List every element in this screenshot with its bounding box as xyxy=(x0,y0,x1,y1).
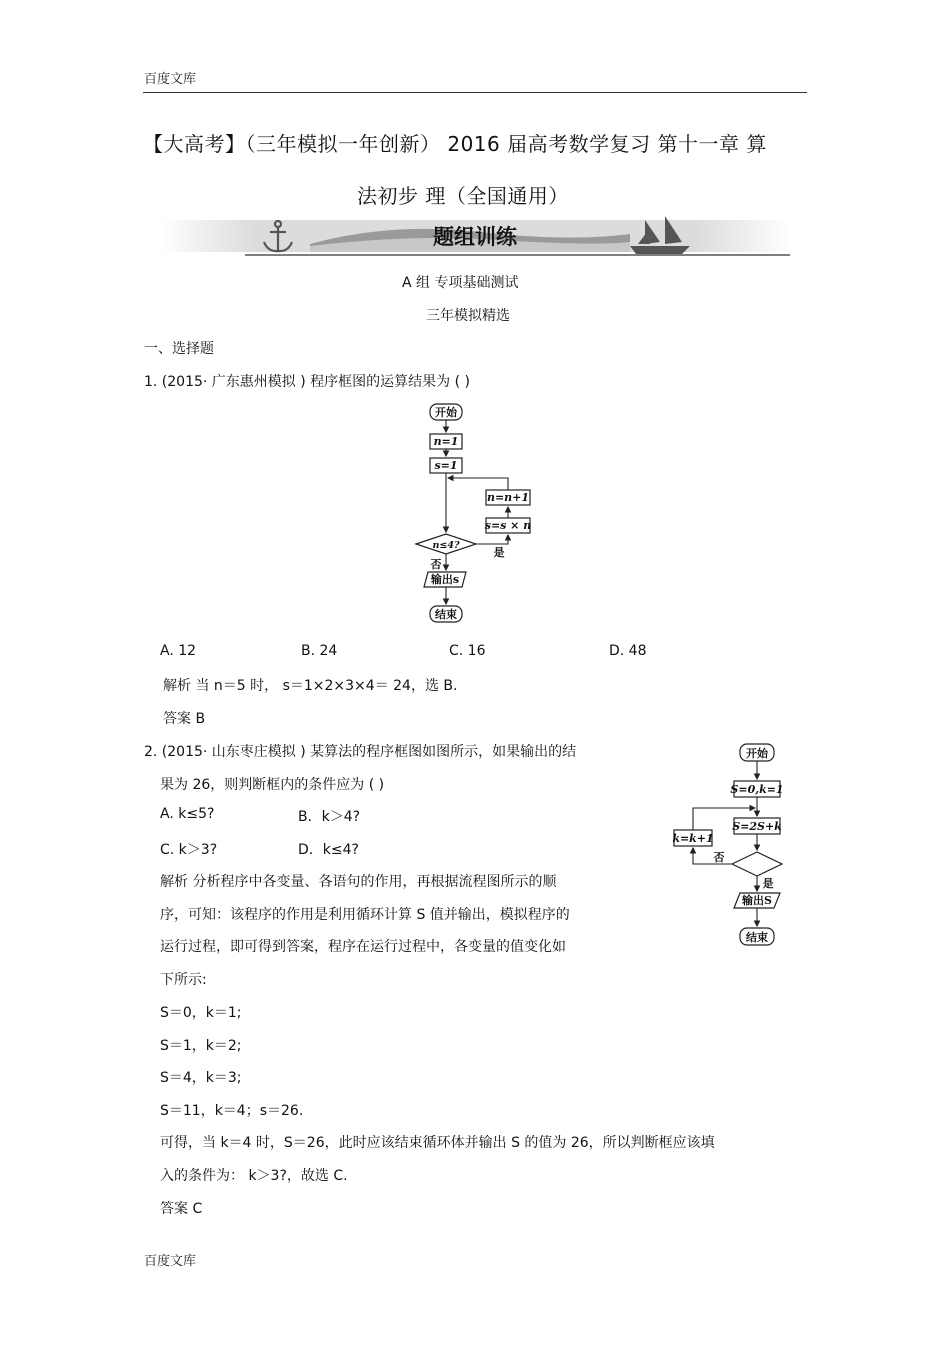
q1-s-init-label: s=1 xyxy=(434,459,458,472)
section-banner xyxy=(160,214,790,260)
q2-option-a: A. k≤5? xyxy=(160,806,215,822)
q2-option-d: D．k≤4? xyxy=(298,842,359,858)
q1-option-b: B. 24 xyxy=(301,643,338,659)
q2-conclusion-line2: 入的条件为： k＞3?，故选 C. xyxy=(160,1168,348,1184)
header-rule xyxy=(143,92,807,93)
page-title-line1: 【大高考】（三年模拟一年创新） 2016 届高考数学复习 第十一章 算 xyxy=(143,132,767,156)
q1-output-label: 输出s xyxy=(430,573,460,586)
q1-end-label: 结束 xyxy=(435,608,457,621)
q1-option-d: D. 48 xyxy=(609,643,647,659)
q2-update-label: S=2S+k xyxy=(732,820,782,833)
q2-conclusion-line1: 可得，当 k＝4 时，S＝26，此时应该结束循环体并输出 S 的值为 26，所以判断框应该填 xyxy=(160,1135,715,1151)
q2-stem-line1: 2. (2015· 山东枣庄模拟 ) 某算法的程序框图如图所示，如果输出的结 xyxy=(144,744,577,760)
q1-option-a: A. 12 xyxy=(160,643,197,659)
q2-end-label: 结束 xyxy=(746,931,768,944)
q2-option-c: C. k＞3? xyxy=(160,842,218,858)
q1-answer: 答案 B xyxy=(163,711,206,727)
q2-analysis-line1: 解析 分析程序中各变量、各语句的作用，再根据流程图所示的顺 xyxy=(160,874,557,890)
q2-init-label: S=0,k=1 xyxy=(730,783,784,796)
q1-n-inc-label: n=n+1 xyxy=(486,491,530,504)
q2-no-label: 否 xyxy=(713,851,725,864)
q2-yes-label: 是 xyxy=(762,877,774,890)
q2-step-2: S＝1，k＝2; xyxy=(160,1038,242,1054)
q1-start-label: 开始 xyxy=(435,406,457,419)
page-title-line2: 法初步 理（全国通用） xyxy=(357,184,569,208)
q1-option-c: C. 16 xyxy=(449,643,486,659)
q2-condition-node xyxy=(732,852,782,876)
q2-step-4: S＝11，k＝4；s＝26. xyxy=(160,1103,304,1119)
q2-analysis-line3: 运行过程，即可得到答案，程序在运行过程中，各变量的值变化如 xyxy=(160,939,566,955)
q1-condition-label: n≤4? xyxy=(432,540,460,551)
q1-n-init-label: n=1 xyxy=(433,435,459,448)
part-heading: 一、选择题 xyxy=(144,341,214,357)
group-heading: A 组 专项基础测试 xyxy=(402,275,519,291)
q2-step-3: S＝4，k＝3; xyxy=(160,1070,242,1086)
page-header-source: 百度文库 xyxy=(144,72,197,87)
banner-graphic xyxy=(160,214,790,260)
banner-title: 题组训练 xyxy=(433,226,517,249)
q2-inc-label: k=k+1 xyxy=(672,832,714,845)
subgroup-heading: 三年模拟精选 xyxy=(426,308,510,324)
q1-yes-label: 是 xyxy=(493,546,505,559)
q2-flowchart xyxy=(668,738,792,950)
page-footer-source: 百度文库 xyxy=(144,1254,197,1269)
q2-step-1: S＝0，k＝1; xyxy=(160,1005,242,1021)
q2-stem-line2: 果为 26，则判断框内的条件应为 ( ) xyxy=(160,777,385,793)
q2-answer: 答案 C xyxy=(160,1201,203,1217)
q2-option-b: B．k＞4? xyxy=(298,809,361,825)
q1-stem: 1. (2015· 广东惠州模拟 ) 程序框图的运算结果为 ( ) xyxy=(144,374,470,390)
q2-start-label: 开始 xyxy=(746,747,768,760)
q1-no-label: 否 xyxy=(430,558,442,571)
q2-output-label: 输出S xyxy=(742,894,772,907)
q1-analysis: 解析 当 n＝5 时， s＝1×2×3×4＝ 24，选 B. xyxy=(163,678,458,694)
q2-analysis-line2: 序，可知：该程序的作用是利用循环计算 S 值并输出，模拟程序的 xyxy=(160,907,570,923)
q2-analysis-line4: 下所示: xyxy=(160,972,207,988)
q1-flowchart xyxy=(410,400,540,628)
q1-s-mul-label: s=s × n xyxy=(484,519,532,532)
